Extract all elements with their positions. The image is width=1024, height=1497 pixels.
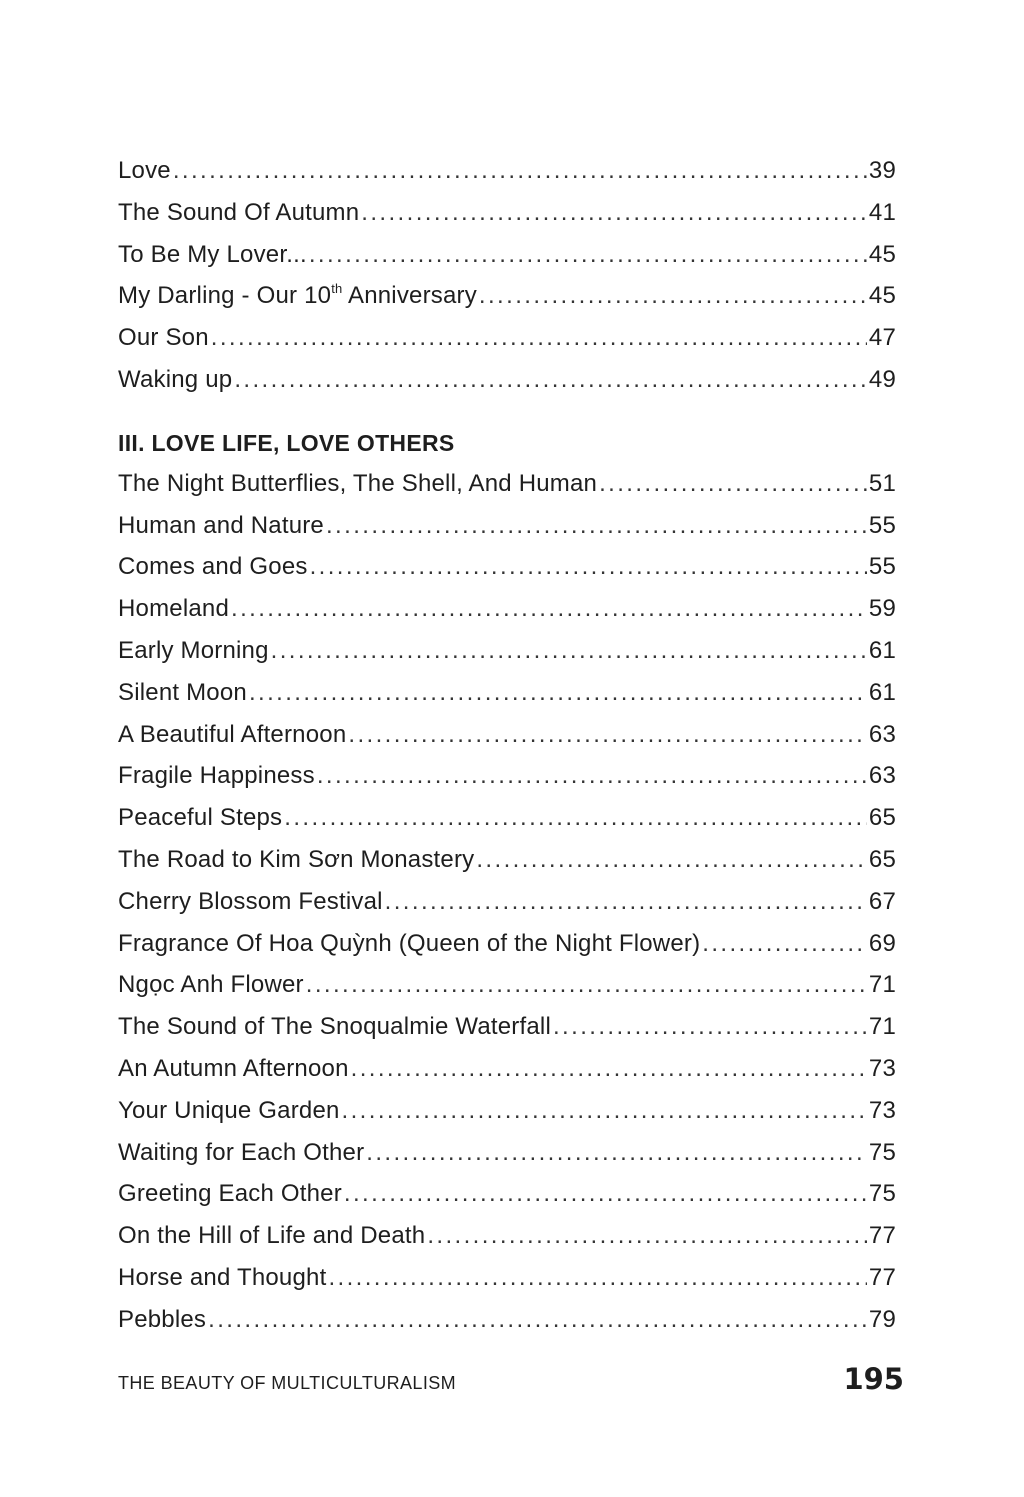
toc-entry-page: 41 xyxy=(868,198,896,226)
toc-entry-page: 63 xyxy=(868,762,896,790)
toc-entry-title: My Darling - Our 10th Anniversary xyxy=(118,281,477,310)
toc-dot-leader xyxy=(344,1173,867,1215)
toc-dot-leader xyxy=(479,275,867,317)
page-footer xyxy=(118,1362,904,1402)
toc-entry-title: Fragile Happiness xyxy=(118,762,315,790)
toc-entry-title: Fragrance Of Hoa Quỳnh (Queen of the Night Flower) xyxy=(118,929,701,957)
toc-entry xyxy=(118,1006,896,1048)
toc-dot-leader xyxy=(309,234,867,276)
toc-entry-title: Human and Nature xyxy=(118,511,324,539)
toc-entry-page: 79 xyxy=(868,1305,896,1333)
toc-entry-title: Your Unique Garden xyxy=(118,1096,340,1124)
toc-entry xyxy=(118,546,896,588)
toc-entry-title: Waking up xyxy=(118,365,233,393)
toc-dot-leader xyxy=(306,964,867,1006)
toc-entry-title: Homeland xyxy=(118,595,229,623)
toc-entry-page: 51 xyxy=(868,469,896,497)
toc-entry xyxy=(118,192,896,234)
toc-entry-title: Comes and Goes xyxy=(118,553,308,581)
toc-entry-title: Silent Moon xyxy=(118,678,247,706)
toc-entry xyxy=(118,505,896,547)
toc-entry-page: 71 xyxy=(868,1013,896,1041)
toc-dot-leader xyxy=(310,546,867,588)
toc-dot-leader xyxy=(173,150,867,192)
toc-entry xyxy=(118,317,896,359)
toc-entry-page: 55 xyxy=(868,511,896,539)
toc-dot-leader xyxy=(351,1048,867,1090)
toc-dot-leader xyxy=(385,881,867,923)
toc-entry-page: 61 xyxy=(868,636,896,664)
toc-entry-page: 73 xyxy=(868,1054,896,1082)
toc-entry-title: The Sound Of Autumn xyxy=(118,198,360,226)
toc-entry-page: 71 xyxy=(868,971,896,999)
toc-entry-page: 77 xyxy=(868,1263,896,1291)
toc-entry xyxy=(118,1173,896,1215)
toc-entry-title: On the Hill of Life and Death xyxy=(118,1222,426,1250)
toc-entry-title: The Night Butterflies, The Shell, And Human xyxy=(118,469,598,497)
toc-entry xyxy=(118,359,896,401)
toc-entry xyxy=(118,1090,896,1132)
toc-entry-page: 49 xyxy=(868,365,896,393)
toc-entry-page: 55 xyxy=(868,553,896,581)
toc-dot-leader xyxy=(599,463,867,505)
toc-list-love-life-love-others xyxy=(118,463,896,1341)
toc-entry-title: Horse and Thought xyxy=(118,1263,327,1291)
toc-entry-title: The Road to Kim Sơn Monastery xyxy=(118,845,475,873)
toc-entry xyxy=(118,1257,896,1299)
toc-entry-title: Love xyxy=(118,157,171,184)
toc-entry-page: 75 xyxy=(868,1180,896,1208)
toc-dot-leader xyxy=(211,317,867,359)
toc-dot-leader xyxy=(284,797,867,839)
toc-dot-leader xyxy=(366,1132,867,1174)
toc-dot-leader xyxy=(317,755,867,797)
toc-entry xyxy=(118,234,896,276)
toc-dot-leader xyxy=(328,1257,866,1299)
toc-entry-page: 45 xyxy=(868,240,896,268)
toc-entry xyxy=(118,630,896,672)
toc-entry xyxy=(118,150,896,192)
toc-entry xyxy=(118,797,896,839)
toc-entry-page: 61 xyxy=(868,678,896,706)
toc-dot-leader xyxy=(234,359,867,401)
toc-entry-title: Early Morning xyxy=(118,636,269,664)
toc-entry-page: 75 xyxy=(868,1138,896,1166)
toc-dot-leader xyxy=(702,923,867,965)
toc-entry-page: 67 xyxy=(868,887,896,915)
table-of-contents xyxy=(118,150,896,1341)
toc-entry-page: 69 xyxy=(868,929,896,957)
toc-entry-title: Waiting for Each Other xyxy=(118,1138,365,1166)
toc-dot-leader xyxy=(348,714,867,756)
toc-entry-page: 47 xyxy=(868,324,896,352)
section-heading: III. LOVE LIFE, LOVE OTHERS xyxy=(118,429,455,456)
toc-list-love xyxy=(118,150,896,401)
toc-dot-leader xyxy=(326,505,867,547)
toc-entry-page: 63 xyxy=(868,720,896,748)
toc-entry xyxy=(118,1132,896,1174)
toc-entry-title: To Be My Lover... xyxy=(118,240,307,268)
toc-entry-page: 65 xyxy=(868,845,896,873)
toc-entry xyxy=(118,1215,896,1257)
toc-entry-title: A Beautiful Afternoon xyxy=(118,720,347,748)
toc-dot-leader xyxy=(361,192,867,234)
toc-entry-title: Pebbles xyxy=(118,1305,207,1333)
toc-entry xyxy=(118,588,896,630)
toc-entry-title: Cherry Blossom Festival xyxy=(118,887,383,915)
footer-book-title: THE BEAUTY OF MULTICULTURALISM xyxy=(118,1373,457,1393)
toc-dot-leader xyxy=(476,839,867,881)
toc-entry-page: 45 xyxy=(868,282,896,310)
toc-entry-title: The Sound of The Snoqualmie Waterfall xyxy=(118,1013,551,1041)
toc-dot-leader xyxy=(271,630,867,672)
toc-entry xyxy=(118,755,896,797)
toc-entry xyxy=(118,881,896,923)
toc-entry-title: Ngọc Anh Flower xyxy=(118,971,304,999)
toc-dot-leader xyxy=(553,1006,867,1048)
toc-entry xyxy=(118,1299,896,1341)
toc-entry xyxy=(118,964,896,1006)
toc-entry xyxy=(118,923,896,965)
toc-entry-page: 39 xyxy=(868,157,896,184)
toc-entry xyxy=(118,275,896,317)
toc-entry-page: 59 xyxy=(868,595,896,623)
toc-entry xyxy=(118,839,896,881)
toc-dot-leader xyxy=(249,672,867,714)
toc-entry-title: An Autumn Afternoon xyxy=(118,1054,349,1082)
toc-entry xyxy=(118,714,896,756)
toc-entry-page: 77 xyxy=(868,1222,896,1250)
toc-entry xyxy=(118,463,896,505)
toc-entry-title: Greeting Each Other xyxy=(118,1180,342,1208)
toc-entry xyxy=(118,1048,896,1090)
toc-entry-title: Peaceful Steps xyxy=(118,804,283,832)
toc-entry-title: Our Son xyxy=(118,324,209,352)
toc-dot-leader xyxy=(208,1299,867,1341)
toc-entry-page: 65 xyxy=(868,804,896,832)
toc-dot-leader xyxy=(427,1215,867,1257)
toc-entry-page: 73 xyxy=(868,1096,896,1124)
toc-dot-leader xyxy=(342,1090,867,1132)
toc-dot-leader xyxy=(231,588,867,630)
toc-entry xyxy=(118,672,896,714)
footer-page-number: 195 xyxy=(843,1362,904,1396)
